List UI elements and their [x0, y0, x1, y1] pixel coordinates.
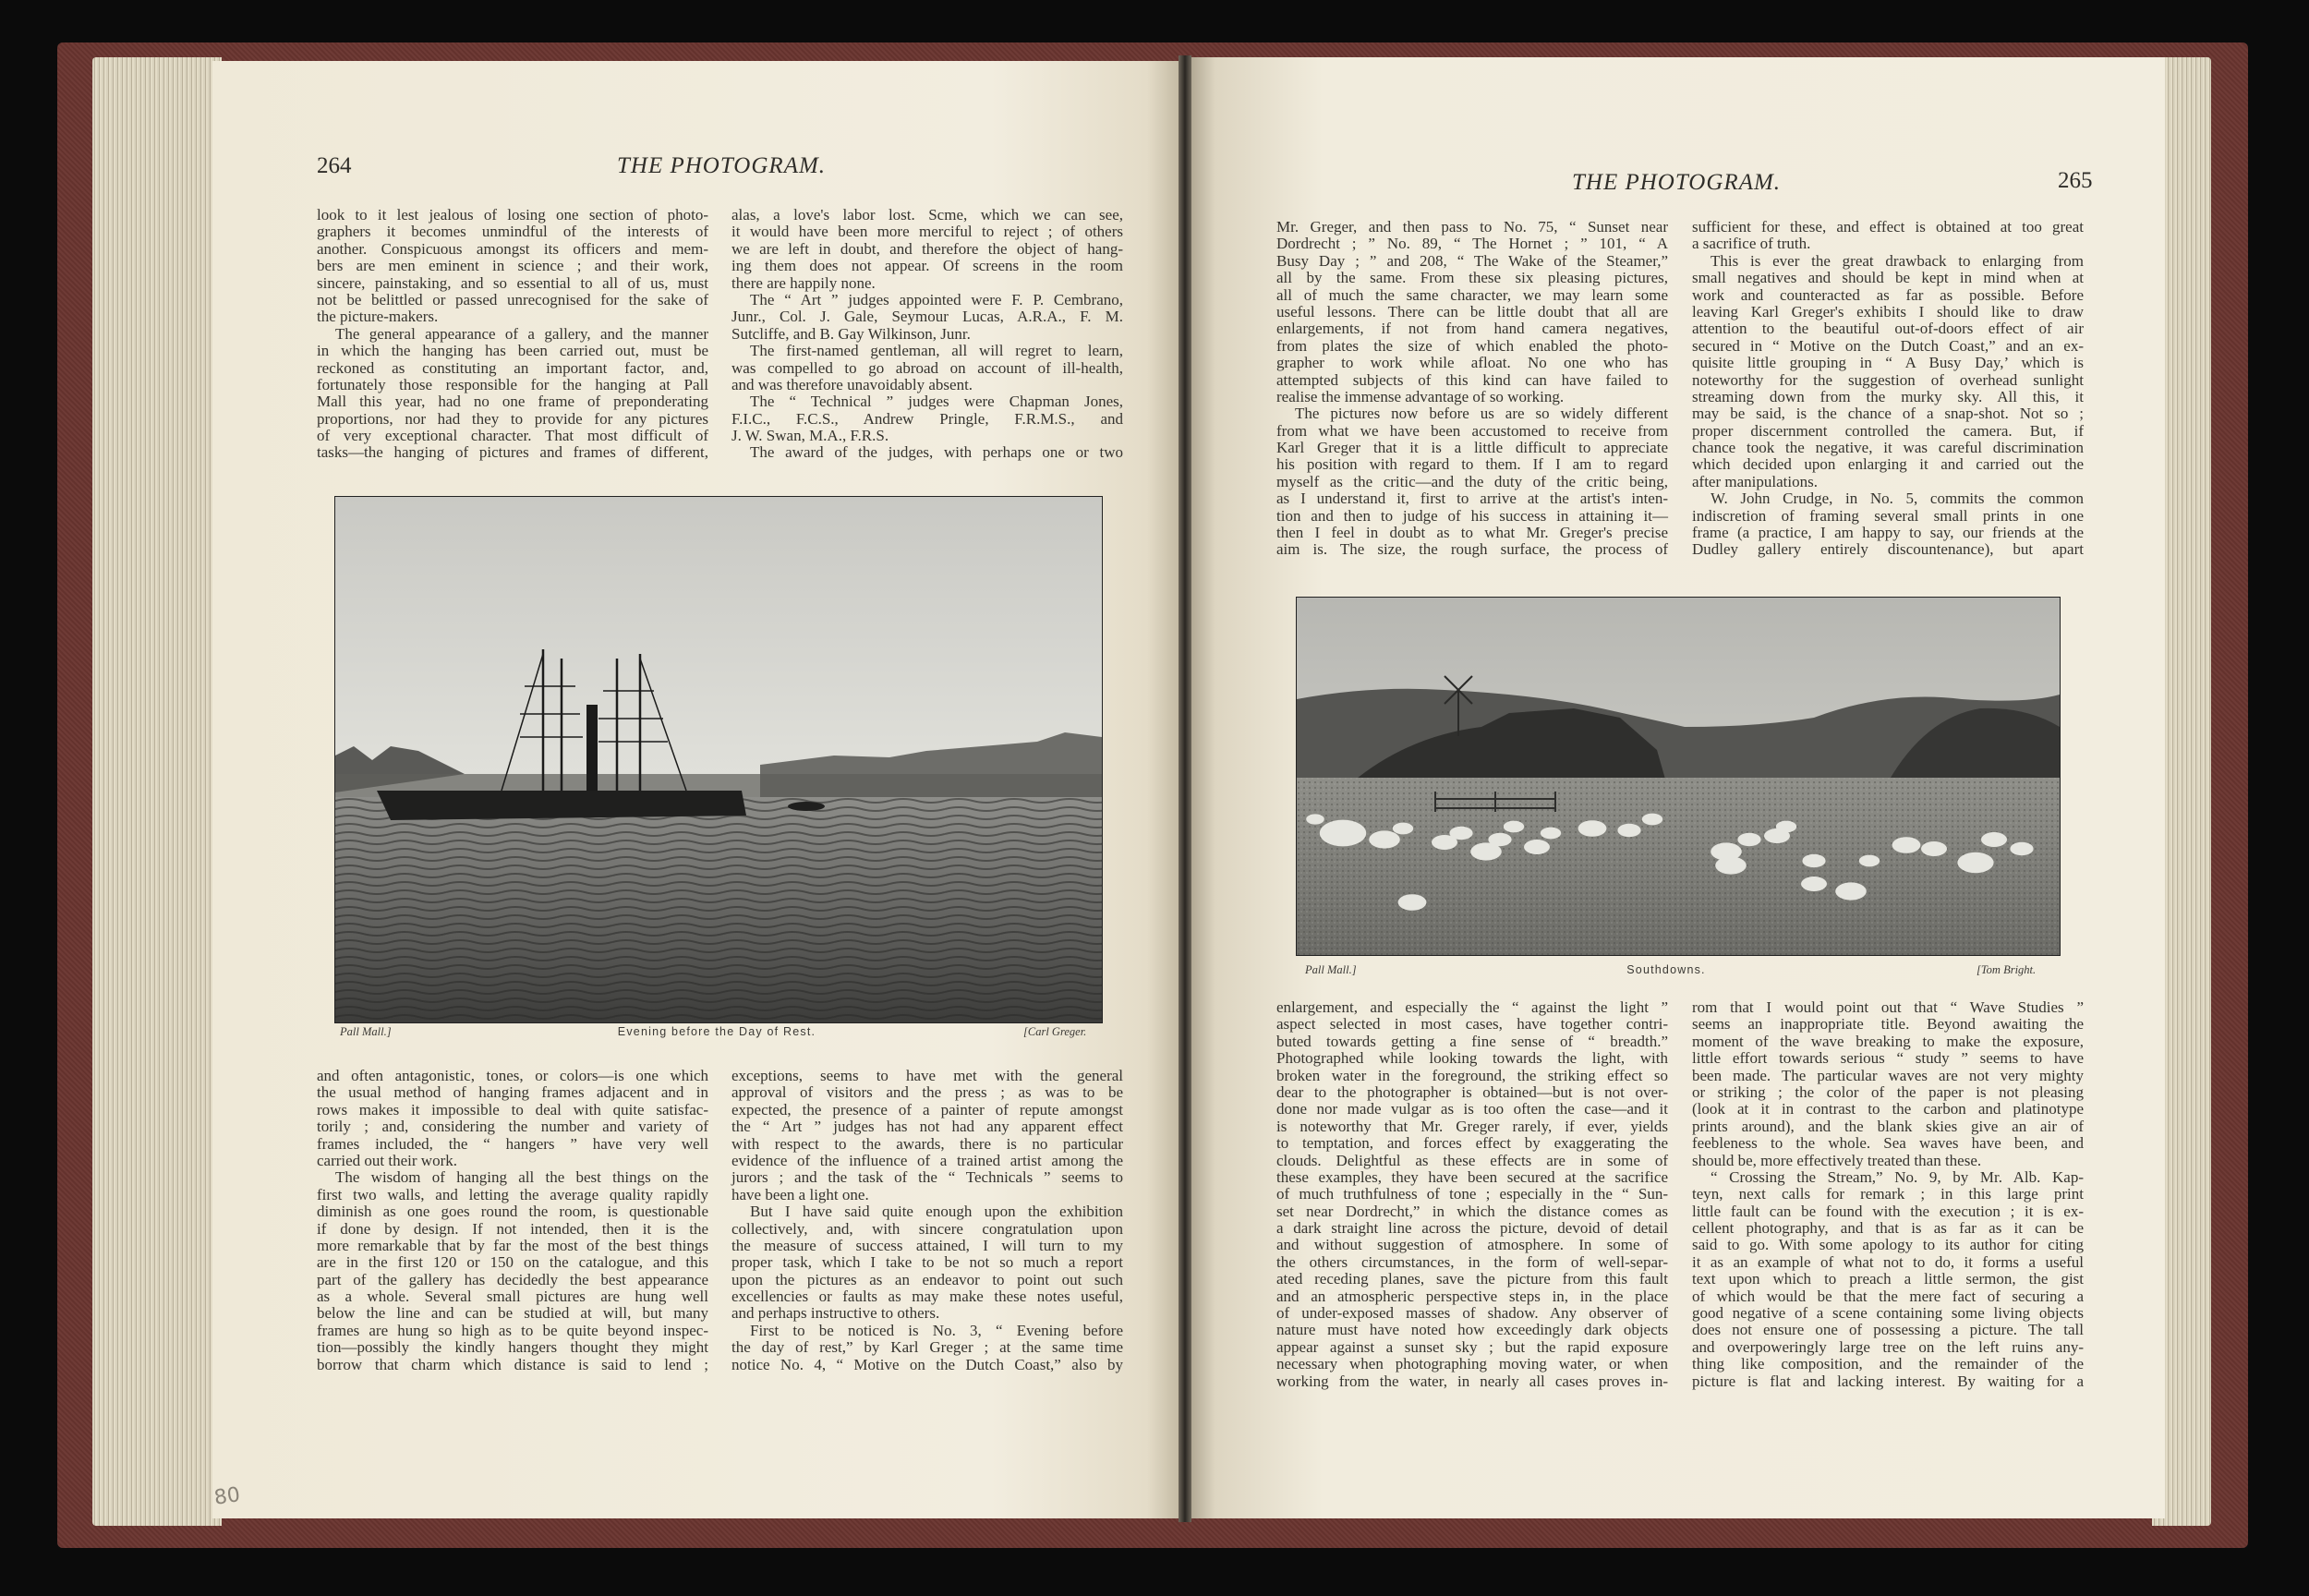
text-line: Photographed while looking towards the light, with	[1276, 1049, 1668, 1068]
text-line: frame (a practice, I am happy to say, our friends at the	[1692, 524, 2084, 542]
text-line: aim is. The size, the rough surface, the process of	[1276, 540, 1668, 559]
text-line: and was therefore unavoidably absent.	[731, 375, 973, 393]
text-line: then I feel in doubt as to what Mr. Greger's precise	[1276, 524, 1668, 542]
text-line: tion—possibly the kindly hangers thought they might	[317, 1338, 708, 1357]
text-line: torily ; and, considering the number and variety of	[317, 1118, 708, 1136]
text-line: not be belittled or passed unrecognised for the sake of	[317, 290, 708, 308]
text-line: the picture-makers.	[317, 308, 439, 326]
paragraph	[731, 207, 1123, 292]
photo-evening-before-day-of-rest	[334, 496, 1103, 1023]
text-line: first two walls, and letting the average quality rapidly	[317, 1185, 708, 1203]
text-line: proper task, which I take to be not so much a report	[731, 1253, 1123, 1272]
paragraph	[1692, 999, 2084, 1169]
text-line: Dudley gallery entirely discountenance), but apart	[1692, 540, 2084, 559]
text-line: is noteworthy that Mr. Greger rarely, if ever, yields	[1276, 1117, 1668, 1135]
paragraph	[1276, 219, 1668, 405]
sheep-shape	[1393, 823, 1413, 835]
paragraph	[317, 1068, 708, 1169]
sheep-shape	[1398, 894, 1427, 911]
text-line: Sutcliffe, and B. Gay Wilkinson, Junr.	[731, 324, 971, 343]
harbor-ships-image	[335, 497, 1102, 1022]
paragraph	[1692, 253, 2084, 490]
text-line: said to go. With some apology to its author for citing	[1692, 1236, 2084, 1254]
text-line: moment of the wave breaking to make the exposure,	[1692, 1032, 2084, 1050]
text-line: teyn, next calls for remark ; in this large print	[1692, 1185, 2084, 1203]
sheep-shape	[1541, 828, 1561, 840]
sheep-shape	[1488, 833, 1511, 846]
text-line: quisite little grouping in “ A Busy Day,’ which is	[1692, 354, 2084, 372]
text-line: of very exceptional character. That most difficult of	[317, 427, 708, 445]
text-line: text upon which to preach a little sermon, the gist	[1692, 1270, 2084, 1288]
left-bottom-column-2	[731, 1068, 1123, 1373]
text-line: it as an example of what not to do, it forms a useful	[1692, 1252, 2084, 1271]
sheep-shape	[1320, 820, 1366, 847]
right-bottom-column-1	[1276, 999, 1668, 1390]
text-line: First to be noticed is No. 3, “ Evening before	[750, 1321, 1123, 1339]
text-line: fortunately those responsible for the hanging at Pall	[317, 375, 708, 393]
text-line: should be, more effectively treated than these.	[1692, 1151, 1982, 1169]
text-line: The award of the judges, with perhaps one or two	[750, 443, 1123, 462]
pencil-margin-note: 80	[212, 1483, 242, 1510]
text-line: attempted subjects of this kind can have failed to	[1276, 370, 1668, 389]
text-line: Mall this year, had no one frame of preponderating	[317, 393, 708, 411]
text-line: enlargement, and especially the “ against the light ”	[1276, 998, 1668, 1016]
paragraph	[731, 1203, 1123, 1323]
left-bottom-column-1	[317, 1068, 708, 1373]
text-line: Dordrecht ; ” No. 89, “ The Hornet ; ” 101, “ A	[1276, 235, 1668, 253]
text-line: good negative of a scene containing some living objects	[1692, 1304, 2084, 1323]
page-edges-left	[92, 57, 222, 1526]
text-line: Busy Day ; ” and 208, “ The Wake of the Steamer,”	[1276, 251, 1668, 270]
paragraph	[731, 343, 1123, 393]
text-line: does not ensure one of possessing a picture. The tall	[1692, 1321, 2084, 1339]
figure-credit-left: [Carl Greger.	[1023, 1025, 1087, 1038]
text-line: look to it lest jealous of losing one section of photo-	[317, 206, 708, 224]
text-line: W. John Crudge, in No. 5, commits the common	[1711, 490, 2084, 508]
text-line: F.I.C., F.C.S., Andrew Pringle, F.R.M.S., and	[731, 409, 1123, 428]
text-line: collectively, and, with sincere congratulation upon	[731, 1219, 1123, 1238]
text-line: rom that I would point out that “ Wave Studies ”	[1692, 998, 2084, 1016]
text-line: upon the pictures as an endeavor to point out such	[731, 1270, 1123, 1288]
text-line: proper discernment controlled the camera. But, if	[1692, 421, 2084, 440]
text-line: a dark straight line across the picture, devoid of detail	[1276, 1219, 1668, 1238]
text-line: The first-named gentleman, all will regret to learn,	[750, 342, 1123, 360]
text-line: little effort towards serious “ study ” seems to have	[1692, 1049, 2084, 1068]
text-line: rows makes it impossible to deal with quite satisfac-	[317, 1100, 708, 1118]
text-line: working from the water, in nearly all cases proves in-	[1276, 1372, 1668, 1390]
text-line: and overpoweringly large tree on the left ruins any-	[1692, 1337, 2084, 1356]
text-line: The general appearance of a gallery, and the manner	[335, 324, 708, 343]
sheep-shape	[1617, 824, 1640, 837]
text-line: of which would be that the mere fact of securing a	[1692, 1287, 2084, 1305]
text-line: these examples, they have been secured at the sacrifice	[1276, 1167, 1668, 1186]
paragraph	[1692, 490, 2084, 559]
text-line: set near Dordrecht,” in which the distance comes as	[1276, 1202, 1668, 1220]
paragraph	[317, 326, 708, 462]
text-line: sincere, painstaking, and so essential to all of us, must	[317, 273, 708, 292]
figure-title-right: Southdowns.	[1626, 963, 1706, 976]
text-line: after manipulations.	[1692, 472, 1818, 490]
paragraph	[731, 1068, 1123, 1203]
text-line: attention to the beautiful out-of-doors effect of air	[1692, 320, 2084, 338]
figure-credit-right: [Tom Bright.	[1977, 963, 2037, 976]
text-line: we are left in doubt, and therefore the object of hang-	[731, 239, 1123, 258]
text-line: streaming down from the murky sky. All this, it	[1692, 387, 2084, 405]
sheep-shape	[1504, 821, 1524, 833]
text-line: alas, a love's labor lost. Scme, which we can see,	[731, 206, 1123, 224]
text-line: myself as the critic—and the duty of the critic being,	[1276, 472, 1668, 490]
sheep-shape	[1921, 841, 1947, 856]
text-line: noteworthy for the suggestion of overhead sunlight	[1692, 370, 2084, 389]
paragraph	[731, 292, 1123, 343]
sheep-shape	[1801, 877, 1827, 891]
right-bottom-column-2	[1692, 999, 2084, 1390]
text-line: to temptation, and forces effect by exaggerating the	[1276, 1134, 1668, 1153]
right-top-column-2	[1692, 219, 2084, 559]
text-line: J. W. Swan, M.A., F.R.S.	[731, 427, 889, 445]
page-number-left: 264	[317, 153, 352, 178]
text-line: ing them does not appear. Of screens in the room	[731, 257, 1123, 275]
text-line: if done by design. If not intended, then it is the	[317, 1219, 708, 1238]
sheep-shape	[1369, 830, 1400, 848]
sheep-shape	[1981, 832, 2007, 847]
text-line: it would have been more merciful to reject ; of others	[731, 223, 1123, 241]
text-line: The wisdom of hanging all the best things on the	[335, 1168, 708, 1187]
figure-source-left: Pall Mall.]	[340, 1025, 392, 1038]
paragraph	[731, 393, 1123, 444]
text-line: with respect to the awards, there is no particular	[731, 1134, 1123, 1153]
text-line: from what we have been accustomed to receive from	[1276, 421, 1668, 440]
book-gutter	[1179, 55, 1191, 1522]
text-line: feebleness to the whole. Sea waves have been, and	[1692, 1134, 2084, 1153]
text-line: broken water in the foreground, the striking effect so	[1276, 1066, 1668, 1084]
text-line: Karl Greger that it is a little difficult to appreciate	[1276, 439, 1668, 457]
text-line: secured in “ Motive on the Dutch Coast,” and an ex-	[1692, 336, 2084, 355]
text-line: done nor made vulgar as is too often the case—and it	[1276, 1100, 1668, 1118]
text-line: may be said, is the chance of a snap-shot. Not so ;	[1692, 405, 2084, 423]
text-line: the day of rest,” by Karl Greger ; at the same time	[731, 1338, 1123, 1357]
text-line: The “ Technical ” judges were Chapman Jones,	[750, 393, 1123, 411]
text-line: been made. The particular waves are not very mighty	[1692, 1066, 2084, 1084]
paragraph	[1276, 999, 1668, 1390]
paragraph	[731, 1323, 1123, 1373]
text-line: have been a light one.	[731, 1185, 869, 1203]
text-line: clouds. Delightful as these effects are in some of	[1276, 1151, 1668, 1169]
text-line: This is ever the great drawback to enlarging from	[1711, 251, 2084, 270]
text-line: of much truthfulness of tone ; especially in the “ Sun-	[1276, 1185, 1668, 1203]
running-head-right: THE PHOTOGRAM.	[1572, 170, 1782, 195]
paragraph	[317, 207, 708, 326]
sheep-shape	[1449, 827, 1472, 840]
text-line: useful lessons. There can be little doubt that all are	[1276, 302, 1668, 320]
text-line: as I understand it, first to arrive at the artist's inten-	[1276, 490, 1668, 508]
text-line: in which the hanging has been carried out, must be	[317, 342, 708, 360]
text-line: tion and then to judge of his success in attaining it—	[1276, 506, 1668, 525]
text-line: nature must have noted how exceedingly dark objects	[1276, 1321, 1668, 1339]
left-top-column-2	[731, 207, 1123, 462]
text-line: aspect selected in most cases, have together contri-	[1276, 1015, 1668, 1034]
paragraph	[731, 444, 1123, 461]
text-line: part of the gallery has decidedly the best appearance	[317, 1270, 708, 1288]
text-line: of under-exposed masses of shadow. Any observer of	[1276, 1304, 1668, 1323]
text-line: and an atmospheric perspective steps in, in the place	[1276, 1287, 1668, 1305]
text-line: appear against a sunset sky ; but the rapid exposure	[1276, 1337, 1668, 1356]
text-line: the measure of success attained, I will turn to my	[731, 1236, 1123, 1254]
paragraph	[317, 1169, 708, 1373]
paragraph	[1692, 1169, 2084, 1390]
text-line: realise the immense advantage of so working.	[1276, 387, 1565, 405]
text-line: the usual method of hanging frames adjacent and in	[317, 1083, 708, 1102]
text-line: all by the same. From these six pleasing pictures,	[1276, 269, 1668, 287]
text-line: are in the first 120 or 150 on the catalogue, and this	[317, 1253, 708, 1272]
sheep-shape	[1578, 820, 1607, 837]
sheep-shape	[1835, 882, 1867, 900]
text-line: the others circumstances, in the form of well-separ-	[1276, 1252, 1668, 1271]
text-line: notice No. 4, “ Motive on the Dutch Coast,” also by	[731, 1355, 1123, 1373]
text-line: The pictures now before us are so widely different	[1295, 405, 1668, 423]
text-line: tasks—the hanging of pictures and frames of different,	[317, 443, 708, 462]
photo-southdowns	[1296, 597, 2061, 956]
text-line: exceptions, seems to have met with the general	[731, 1067, 1123, 1084]
text-line: and perhaps instructive to others.	[731, 1304, 940, 1323]
sheep-shape	[1306, 814, 1324, 824]
sheep-shape	[1642, 814, 1662, 826]
text-line: from plates the size of which enabled the photo-	[1276, 336, 1668, 355]
text-line: another. Conspicuous amongst its officers and mem-	[317, 239, 708, 258]
sheep-shape	[1957, 852, 1993, 873]
text-line: ated receding planes, save the picture from this fault	[1276, 1270, 1668, 1288]
text-line: sufficient for these, and effect is obtained at too great	[1692, 218, 2084, 236]
text-line: necessary when photographing moving water, or when	[1276, 1355, 1668, 1373]
text-line: chance took the negative, it was careful discrimination	[1692, 439, 2084, 457]
sheep-shape	[1524, 840, 1550, 854]
sheep-shape	[2010, 842, 2033, 855]
text-line: frames included, the “ hangers ” have very well	[317, 1134, 708, 1153]
left-top-column-1	[317, 207, 708, 462]
text-line: approval of visitors and the press ; as was to be	[731, 1083, 1123, 1102]
text-line: diminish as one goes round the room, is questionable	[317, 1203, 708, 1221]
text-line: “ Crossing the Stream,” No. 9, by Mr. Alb. Kap-	[1711, 1167, 2084, 1186]
text-line: jurors ; and the task of the “ Technicals ” seems to	[731, 1168, 1123, 1187]
text-line: (look at it in contrast to the carbon and platinotype	[1692, 1100, 2084, 1118]
text-line: excellencies or faults as may make these notes useful,	[731, 1288, 1123, 1306]
text-line: proportions, nor had they to provide for any pictures	[317, 409, 708, 428]
text-line: But I have said quite enough upon the exhibition	[750, 1203, 1123, 1221]
sheep-shape	[1715, 856, 1747, 874]
text-line: all of much the same character, we may learn some	[1276, 285, 1668, 304]
running-head-left: THE PHOTOGRAM.	[617, 153, 827, 178]
text-line: as a whole. Several small pictures are hung well	[317, 1288, 708, 1306]
text-line: expected, the presence of a painter of repute amongst	[731, 1100, 1123, 1118]
text-line: below the line and can be studied at will, but many	[317, 1304, 708, 1323]
sheep-shape	[1776, 821, 1796, 833]
text-line: indiscretion of framing several small prints in one	[1692, 506, 2084, 525]
sheep-shape	[1892, 837, 1921, 853]
text-line: his position with regard to them. If I am to regard	[1276, 455, 1668, 474]
text-line: leaving Karl Greger's exhibits I should like to draw	[1692, 302, 2084, 320]
text-line: a sacrifice of truth.	[1692, 235, 1811, 253]
text-line: picture is flat and lacking interest. By waiting for a	[1692, 1372, 2084, 1390]
right-top-column-1	[1276, 219, 1668, 559]
text-line: Mr. Greger, and then pass to No. 75, “ Sunset near	[1276, 218, 1668, 236]
text-line: which decided upon enlarging it and carried out the	[1692, 455, 2084, 474]
figure-source-right: Pall Mall.]	[1305, 963, 1357, 976]
text-line: more remarkable that by far the most of the best things	[317, 1236, 708, 1254]
text-line: small negatives and should be kept in mind when at	[1692, 269, 2084, 287]
text-line: evidence of the influence of a trained artist among the	[731, 1151, 1123, 1169]
text-line: cellent photography, and that is as far as it can be	[1692, 1219, 2084, 1238]
text-line: frames are hung so high as to be quite beyond inspec-	[317, 1321, 708, 1339]
sheep-shape	[1802, 854, 1825, 867]
text-line: bers are men eminent in science ; and their work,	[317, 257, 708, 275]
page-number-right: 265	[2058, 168, 2093, 193]
text-line: grapher to work while afloat. No one who has	[1276, 354, 1668, 372]
sheep-shape	[1737, 833, 1760, 846]
text-line: graphers it becomes unmindful of the interests of	[317, 223, 708, 241]
text-line: or striking ; the color of the paper is not pleasing	[1692, 1082, 2084, 1101]
text-line: work and counteracted as far as possible. Before	[1692, 285, 2084, 304]
text-line: prints around), and the blank skies give an air of	[1692, 1117, 2084, 1135]
text-line: the “ Art ” judges has not had any apparent effect	[731, 1118, 1123, 1136]
text-line: there are happily none.	[731, 273, 876, 292]
text-line: buted towards getting a fine sense of “ breadth.”	[1276, 1032, 1668, 1050]
figure-title-left: Evening before the Day of Rest.	[617, 1025, 816, 1038]
text-line: little fault can be found with the execution ; it is ex-	[1692, 1202, 2084, 1220]
text-line: Junr., Col. J. Gale, Seymour Lucas, A.R.A., F. M.	[731, 308, 1123, 326]
text-line: and without suggestion of atmosphere. In some of	[1276, 1236, 1668, 1254]
text-line: and often antagonistic, tones, or colors—is one which	[317, 1067, 708, 1084]
text-line: thing like composition, and the remainder of the	[1692, 1355, 2084, 1373]
text-line: The “ Art ” judges appointed were F. P. Cembrano,	[750, 290, 1123, 308]
paragraph	[1276, 405, 1668, 559]
text-line: borrow that charm which distance is said to lend ;	[317, 1355, 708, 1373]
text-line: was compelled to go abroad on account of ill-health,	[731, 358, 1123, 377]
text-line: reckoned as constituting an important factor, and,	[317, 358, 708, 377]
sheep-shape	[1859, 855, 1880, 867]
text-line: carried out their work.	[317, 1151, 457, 1169]
text-line: dear to the photographer is obtained—but is not over-	[1276, 1082, 1668, 1101]
text-line: enlargements, if not from hand camera negatives,	[1276, 320, 1668, 338]
text-line: seems an inappropriate title. Beyond awaiting the	[1692, 1015, 2084, 1034]
sheep-field-image	[1297, 598, 2060, 955]
paragraph	[1692, 219, 2084, 253]
